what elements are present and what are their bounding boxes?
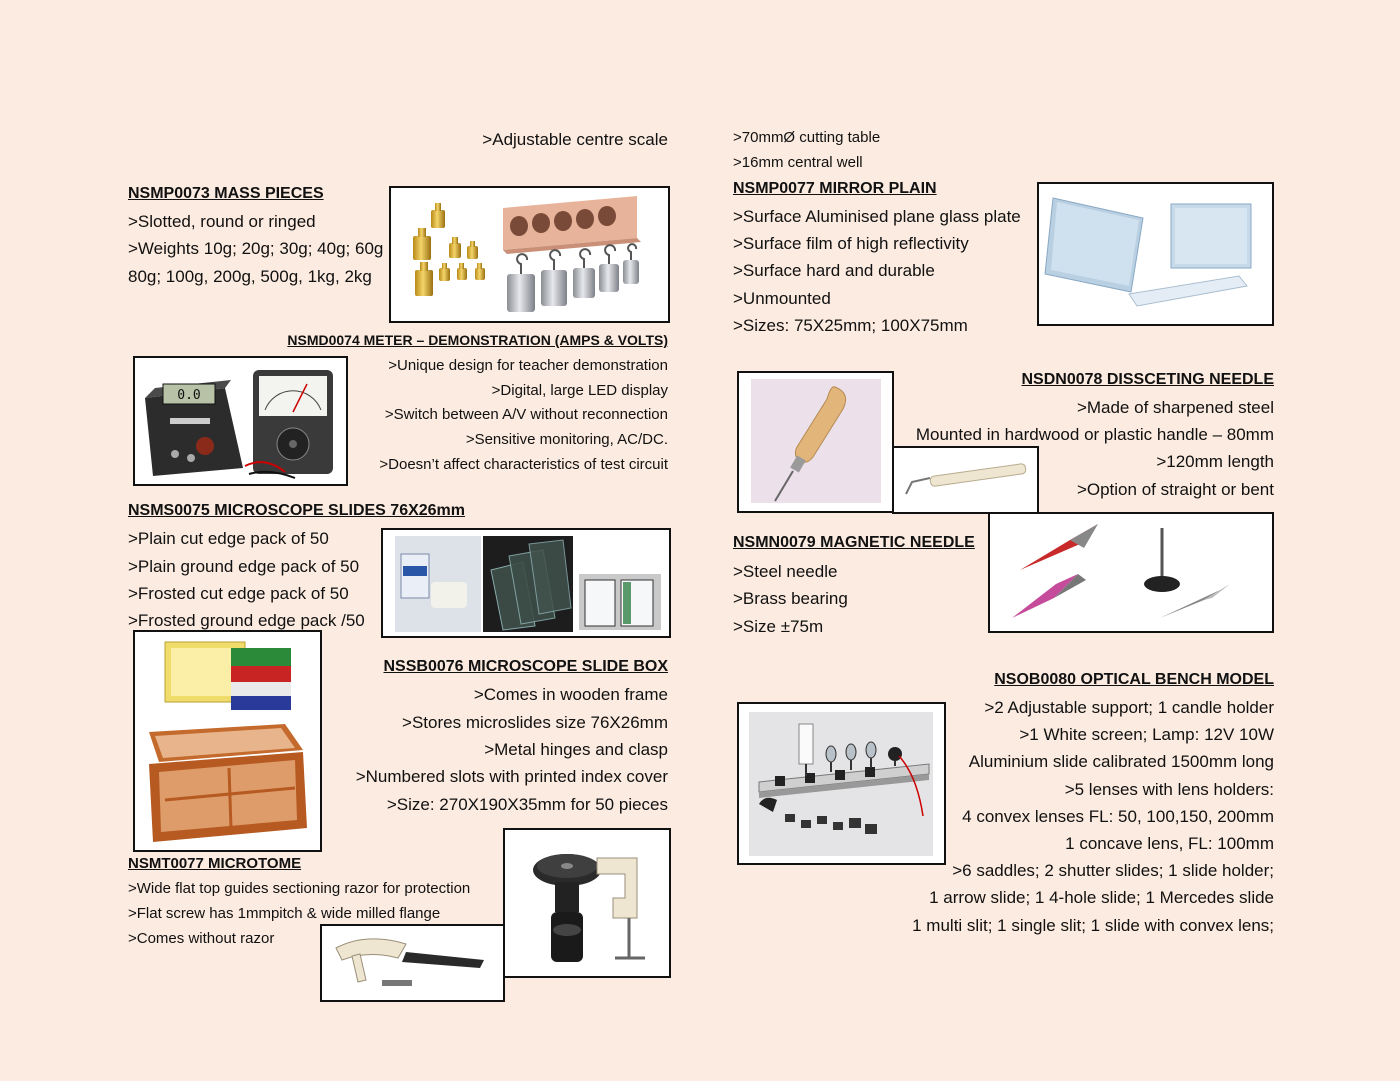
mirror-line-2: >Surface film of high reflectivity <box>733 234 969 253</box>
slide-box-line-3: >Metal hinges and clasp <box>484 740 668 759</box>
optical-bench-illustration <box>739 704 944 863</box>
meter-line-4: >Sensitive monitoring, AC/DC. <box>465 431 668 448</box>
slides-illustration <box>383 530 669 636</box>
needle-bent-illustration <box>894 448 1037 512</box>
slides-line-4: >Frosted ground edge pack /50 <box>128 611 365 630</box>
needle-image-bent <box>892 446 1039 514</box>
optical-bench-image <box>737 702 946 865</box>
magnetic-needle-illustration <box>990 514 1272 631</box>
mirror-title: NSMP0077 MIRROR PLAIN <box>733 180 937 197</box>
optical-line-5: 4 convex lenses FL: 50, 100,150, 200mm <box>962 807 1274 826</box>
slides-image <box>381 528 671 638</box>
mass-pieces-line-3: 80g; 100g, 200g, 500g, 1kg, 2kg <box>128 267 372 286</box>
slides-line-2: >Plain ground edge pack of 50 <box>128 557 360 576</box>
magnetic-line-1: >Steel needle <box>733 562 838 581</box>
slides-title: NSMS0075 MICROSCOPE SLIDES 76X26mm <box>128 502 466 519</box>
mass-pieces-line-2: >Weights 10g; 20g; 30g; 40g; 60g <box>128 239 384 258</box>
optical-line-7: >6 saddles; 2 shutter slides; 1 slide holder; <box>952 861 1274 880</box>
slides-line-3: >Frosted cut edge pack of 50 <box>128 584 349 603</box>
mass-pieces-image <box>389 186 670 323</box>
mirror-image <box>1037 182 1274 326</box>
meter-line-5: >Doesn’t affect characteristics of test circuit <box>379 456 668 473</box>
mass-pieces-line-1: >Slotted, round or ringed <box>128 212 316 231</box>
central-well-line: >16mm central well <box>733 154 863 171</box>
needle-title: NSDN0078 DISSCETING NEEDLE <box>1021 371 1274 388</box>
needle-line-2: Mounted in hardwood or plastic handle – 80mm <box>915 425 1274 444</box>
optical-line-6: 1 concave lens, FL: 100mm <box>1065 834 1274 853</box>
microtome-title: NSMT0077 MICROTOME <box>128 855 302 872</box>
microtome-illustration <box>505 830 669 976</box>
meter-display: 0.0 <box>177 388 201 403</box>
mirror-line-1: >Surface Aluminised plane glass plate <box>733 207 1021 226</box>
slide-box-line-4: >Numbered slots with printed index cover <box>355 767 668 786</box>
needle-image-handle <box>737 371 894 513</box>
magnetic-line-2: >Brass bearing <box>733 589 848 608</box>
needle-line-3: >120mm length <box>1156 452 1274 471</box>
mirror-line-3: >Surface hard and durable <box>733 261 935 280</box>
magnetic-title: NSMN0079 MAGNETIC NEEDLE <box>733 534 975 551</box>
slide-box-line-1: >Comes in wooden frame <box>473 685 668 704</box>
magnetic-line-3: >Size ±75m <box>733 617 824 636</box>
optical-line-4: >5 lenses with lens holders: <box>1064 780 1274 799</box>
microtome-image-main <box>503 828 671 978</box>
slide-box-line-5: >Size: 270X190X35mm for 50 pieces <box>386 795 668 814</box>
meter-illustration <box>135 358 346 484</box>
slide-box-image <box>133 630 322 852</box>
needle-line-1: >Made of sharpened steel <box>1076 398 1274 417</box>
meter-line-2: >Digital, large LED display <box>491 382 668 399</box>
meter-title: NSMD0074 METER – DEMONSTRATION (AMPS & VOLTS) <box>287 332 668 348</box>
slide-box-line-2: >Stores microslides size 76X26mm <box>402 713 668 732</box>
optical-line-3: Aluminium slide calibrated 1500mm long <box>968 752 1274 771</box>
needle-handle-illustration <box>739 373 892 511</box>
mass-pieces-title: NSMP0073 MASS PIECES <box>128 185 324 202</box>
razor-guide-illustration <box>322 926 503 1000</box>
slide-box-illustration <box>135 632 320 850</box>
needle-line-4: >Option of straight or bent <box>1076 480 1274 499</box>
meter-line-3: >Switch between A/V without reconnection <box>384 406 668 423</box>
slides-line-1: >Plain cut edge pack of 50 <box>128 529 329 548</box>
mirror-line-5: >Sizes: 75X25mm; 100X75mm <box>733 316 968 335</box>
mirror-illustration <box>1039 184 1272 324</box>
microtome-line-1: >Wide flat top guides sectioning razor for protection <box>128 880 471 897</box>
mass-pieces-illustration <box>391 188 668 321</box>
mirror-line-4: >Unmounted <box>733 289 831 308</box>
optical-line-1: >2 Adjustable support; 1 candle holder <box>984 698 1274 717</box>
cutting-table-line: >70mmØ cutting table <box>733 129 881 146</box>
microtome-line-3: >Comes without razor <box>128 930 275 947</box>
magnetic-needle-image <box>988 512 1274 633</box>
optical-line-8: 1 arrow slide; 1 4-hole slide; 1 Mercedes slide <box>929 888 1274 907</box>
optical-line-2: >1 White screen; Lamp: 12V 10W <box>1019 725 1274 744</box>
meter-line-1: >Unique design for teacher demonstration <box>388 357 668 374</box>
adjustable-centre-scale-line: >Adjustable centre scale <box>482 130 668 149</box>
slide-box-title: NSSB0076 MICROSCOPE SLIDE BOX <box>383 658 668 675</box>
microtome-line-2: >Flat screw has 1mmpitch & wide milled flange <box>128 905 441 922</box>
optical-title: NSOB0080 OPTICAL BENCH MODEL <box>994 671 1274 688</box>
microtome-image-razor-guide <box>320 924 505 1002</box>
meter-image <box>133 356 348 486</box>
optical-line-9: 1 multi slit; 1 single slit; 1 slide with convex lens; <box>912 916 1274 935</box>
